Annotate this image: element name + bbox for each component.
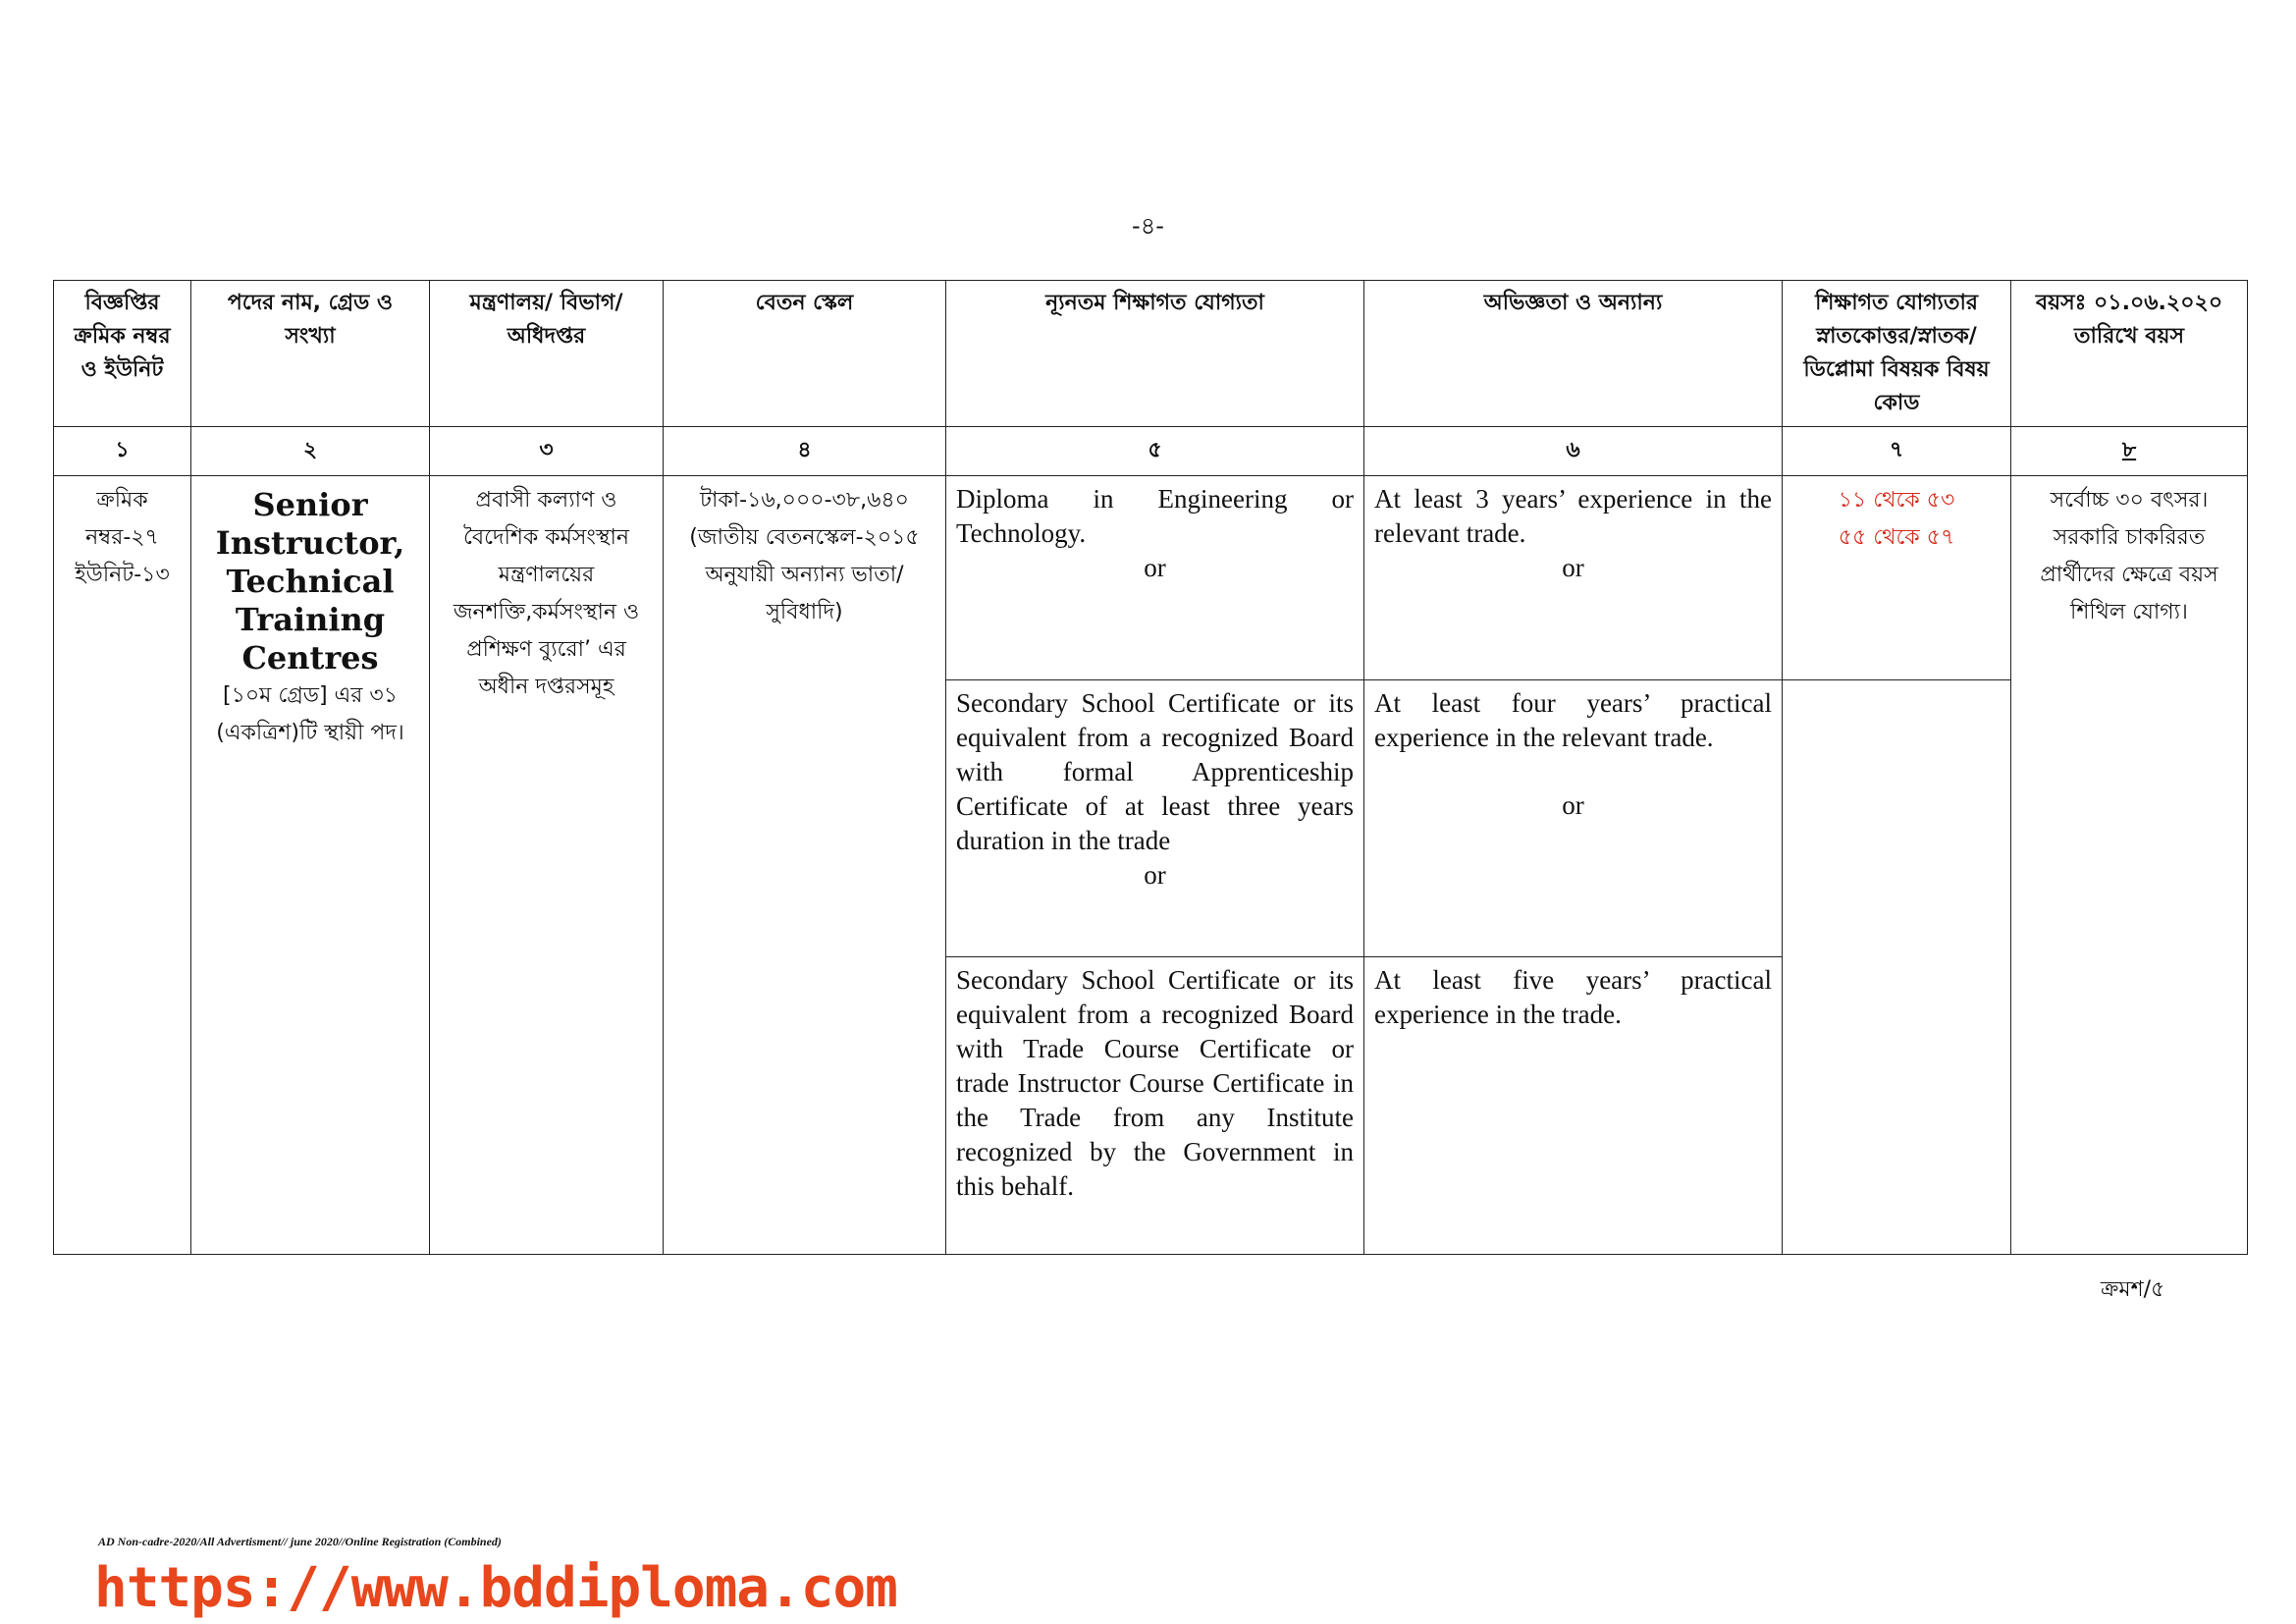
post-cell <box>191 476 430 1255</box>
age-cell <box>2011 476 2248 1255</box>
column-number: ৮ <box>2011 427 2248 476</box>
page-number: -৪- <box>1132 212 1164 240</box>
education-text: Diploma in Engineering or Technology. <box>956 484 1354 548</box>
experience-option-2 <box>1364 680 1783 957</box>
experience-text: At least five years’ practical experience in the trade. <box>1374 965 1772 1029</box>
serial-text: ক্রমিক নম্বর-২৭ ইউনিট-১৩ <box>75 488 170 587</box>
post-title: Senior Instructor, Technical Training Centres <box>215 486 405 677</box>
column-number: ৩ <box>430 427 664 476</box>
or-separator: or <box>1144 860 1166 890</box>
continue-label: ক্রমশ/৫ <box>2101 1277 2165 1302</box>
or-separator: or <box>1562 553 1584 582</box>
recruitment-table <box>53 280 2248 1255</box>
footer-url[interactable]: https://www.bddiploma.com <box>94 1556 897 1620</box>
subject-code: ৫৫ থেকে ৫৭ <box>1838 525 1955 550</box>
pay-scale-text: টাকা-১৬,০০০-৩৮,৬৪০ (জাতীয় বেতনস্কেল-২০১৫ অনুযায়ী অন্যান্য ভাতা/সুবিধাদি) <box>689 488 920 624</box>
header-subject-code: শিক্ষাগত যোগ্যতার স্নাতকোত্তর/স্নাতক/ ডিপ্লোমা বিষয়ক বিষয় কোড <box>1783 281 2011 427</box>
experience-option-1 <box>1364 476 1783 680</box>
ministry-text: প্রবাসী কল্যাণ ও বৈদেশিক কর্মসংস্থান মন্ত্রণালয়ের জনশক্তি,কর্মসংস্থান ও প্রশিক্ষণ ব্যুরো’ এর অধীন দপ্তরসমূহ <box>453 488 640 699</box>
header-serial: বিজ্ঞপ্তির ক্রমিক নম্বর ও ইউনিট <box>54 281 191 427</box>
column-number: ১ <box>54 427 191 476</box>
header-pay-scale: বেতন স্কেল <box>664 281 946 427</box>
post-grade: [১০ম গ্রেড] এর ৩১ (একত্রিশ)টি স্থায়ী পদ। <box>216 683 404 745</box>
subject-code-cell <box>1783 476 2011 680</box>
column-number: ৪ <box>664 427 946 476</box>
education-option-1 <box>946 476 1364 680</box>
age-text: সর্বোচ্চ ৩০ বৎসর। সরকারি চাকরিরত প্রার্থীদের ক্ষেত্রে বয়স শিথিল যোগ্য। <box>2040 488 2218 624</box>
education-text: Secondary School Certificate or its equivalent from a recognized Board with formal Apprenticeship Certificate of at least three years duration in the trade <box>956 688 1354 855</box>
column-number: ২ <box>191 427 430 476</box>
education-option-2 <box>946 680 1364 957</box>
column-number: ৭ <box>1783 427 2011 476</box>
header-age: বয়সঃ ০১.০৬.২০২০ তারিখে বয়স <box>2011 281 2248 427</box>
or-separator: or <box>1144 553 1166 582</box>
subject-code-empty-cell <box>1783 680 2011 1255</box>
experience-option-3 <box>1364 957 1783 1255</box>
header-education: ন্যূনতম শিক্ষাগত যোগ্যতা <box>946 281 1364 427</box>
footer-note: AD Non-cadre-2020/All Advertisment// june 2020//Online Registration (Combined) <box>98 1535 502 1548</box>
header-experience: অভিজ্ঞতা ও অন্যান্য <box>1364 281 1783 427</box>
column-number: ৫ <box>946 427 1364 476</box>
header-ministry: মন্ত্রণালয়/ বিভাগ/ অধিদপ্তর <box>430 281 664 427</box>
pay-scale-cell <box>664 476 946 1255</box>
header-post: পদের নাম, গ্রেড ও সংখ্যা <box>191 281 430 427</box>
column-number: ৬ <box>1364 427 1783 476</box>
or-separator: or <box>1562 790 1584 820</box>
education-text: Secondary School Certificate or its equivalent from a recognized Board with Trade Course Certificate or trade Instructor Course Certificate in the Trade from any Institute recognized by the Government in this behalf. <box>956 965 1354 1201</box>
subject-code: ১১ থেকে ৫৩ <box>1838 488 1955 513</box>
education-option-3 <box>946 957 1364 1255</box>
experience-text: At least four years’ practical experience in the relevant trade. <box>1374 688 1772 752</box>
column-number-row <box>54 427 2248 476</box>
serial-cell <box>54 476 191 1255</box>
experience-text: At least 3 years’ experience in the relevant trade. <box>1374 484 1772 548</box>
ministry-cell <box>430 476 664 1255</box>
table-row <box>54 476 2248 680</box>
header-row <box>54 281 2248 427</box>
